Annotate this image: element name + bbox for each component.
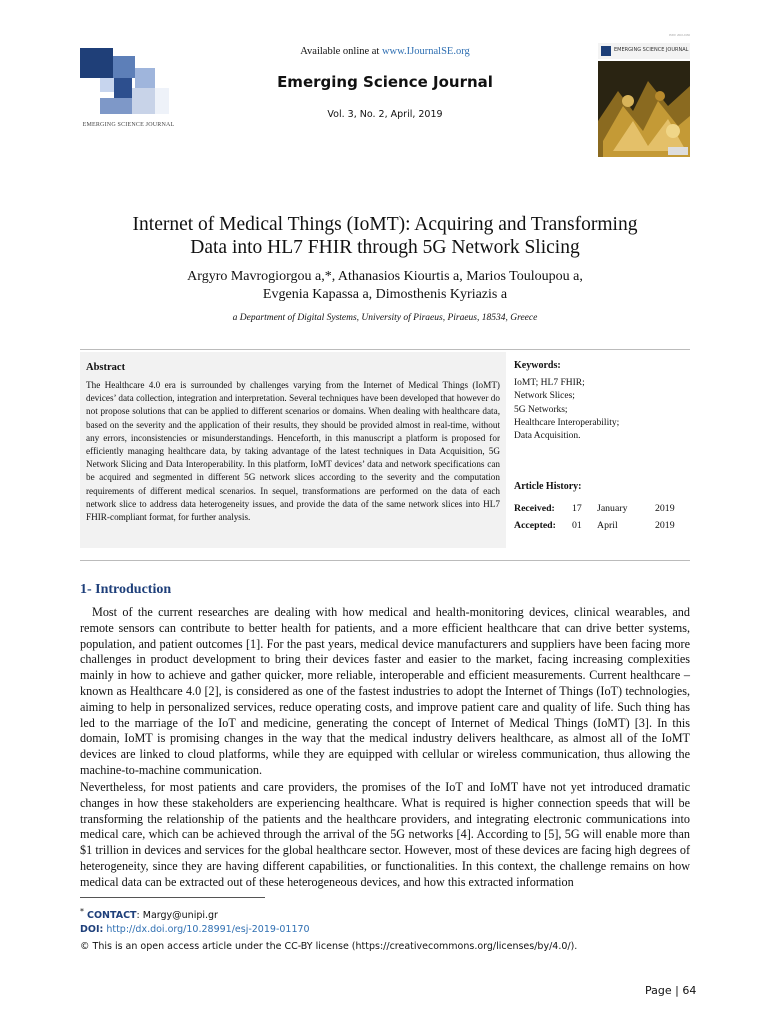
logo-text: EMERGING SCIENCE JOURNAL xyxy=(82,122,175,128)
accepted-label: Accepted: xyxy=(514,520,556,531)
received-row xyxy=(514,503,690,517)
keyword-item: Network Slices; xyxy=(514,391,575,402)
cover-image xyxy=(598,61,690,157)
keywords-list xyxy=(514,377,619,443)
title-line-1: Internet of Medical Things (IoMT): Acquiring and Transforming xyxy=(132,214,638,235)
journal-website-link[interactable]: www.IJournalSE.org xyxy=(381,46,470,57)
received-month: January xyxy=(597,503,628,514)
abstract-heading: Abstract xyxy=(86,362,126,373)
authors-line-2: Evgenia Kapassa a, Dimosthenis Kyriazis a xyxy=(262,287,508,302)
keyword-item: Healthcare Interoperability; xyxy=(514,417,620,428)
contact-footnote xyxy=(80,907,218,921)
received-label: Received: xyxy=(514,503,555,514)
keyword-item: Data Acquisition. xyxy=(514,431,581,442)
accepted-month: April xyxy=(597,520,618,531)
journal-name: Emerging Science Journal xyxy=(277,73,493,91)
cover-issn: ISSN: 2610-9182 xyxy=(668,33,690,37)
intro-paragraph-1: Most of the current researches are dealing with how medical and health-monitoring devices, clinical wearables, and remote sensors can contribute to better health for patients, and a more efficient healthcare that can drive better systems, population, and patient outcomes [1]. For the past years, medical device manufacturers and suppliers have been facing more challenges in product development to bring their devices faster and easier to the market, facing increasing complexities mainly in how to achieve and gather quicker, more reliable, interoperable and efficient measurements. Current healthcare – known as Healthcare 4.0 [2], is considered as one of the fastest industries to adopt the Internet of Things (IoT) technologies, aiming to help in personalized services, reduce operating costs, and improve patient care and quality of life. Such thing has led to the marriage of the IoT and medicine, generating the concept of Internet of Medical Things (IoMT) [3]. In this domain, IoMT is promising changes in the way that the medical industry delivers healthcare, as almost all of the IoMT devices are linked to cloud platforms, while they are equipped with cellular or wireless communication, thus allowing the machine-to-machine communication. xyxy=(80,605,690,777)
footnote-divider xyxy=(80,897,265,898)
received-day: 17 xyxy=(572,503,582,514)
title-line-2: Data into HL7 FHIR through 5G Network Slicing xyxy=(190,237,580,258)
cover-logo-icon xyxy=(601,46,611,56)
cover-title: EMERGING SCIENCE JOURNAL xyxy=(614,47,689,53)
accepted-row xyxy=(514,520,690,534)
history-heading: Article History: xyxy=(514,481,582,492)
accepted-year: 2019 xyxy=(655,520,675,531)
volume-info: Vol. 3, No. 2, April, 2019 xyxy=(327,109,443,120)
doi-link[interactable]: http://dx.doi.org/10.28991/esj-2019-01170 xyxy=(103,924,310,935)
contact-value: : Margy@unipi.gr xyxy=(136,910,218,922)
divider-bottom xyxy=(80,560,690,561)
license-footnote: © This is an open access article under the CC-BY license (https://creativecommons.org/licenses/by/4.0/). xyxy=(80,941,578,952)
contact-label: CONTACT xyxy=(86,910,137,922)
contact-mark: * xyxy=(80,907,84,916)
intro-paragraph-2: Nevertheless, for most patients and care providers, the promises of the IoT and IoMT have not yet introduced dramatic changes in how these stakeholders are experiencing healthcare. What is required is higher connection speeds that will be transforming the relationship of the patients and the healthcare providers, and integrating electronic communications into medical care, which can be achieved through the arrival of the 5G networks [4]. According to [5], 5G will enable more than $1 trillion in devices and services for the global healthcare sector. However, most of these devices are facing high degrees of heterogeneity, since they are having different capabilities, or functionalities. In this context, the challenge remains on how medical data can be extracted out of these heterogeneous devices, and how this extracted information xyxy=(80,780,690,889)
accepted-day: 01 xyxy=(572,520,582,531)
abstract-text: The Healthcare 4.0 era is surrounded by challenges varying from the Internet of Medical Things (IoMT) devices’ data collection, integration and interpretation. Several techniques have been developed that however do not propose solutions that can be applied to different scenarios or domains. When dealing with healthcare data, based on the severity and the application of their results, they should be provided almost in real-time, without any errors, inconsistencies or misunderstandings. Henceforth, in this manuscript a platform is proposed for efficiently managing healthcare data, by taking advantage of the latest techniques in Data Acquisition, 5G Network Slicing and Data Interoperability. In this platform, IoMT devices’ data and network specifications can be acquired and segmented in different 5G network slices according to the severity and the computation requirements of different medical scenarios. In sequel, transformations are performed on the data of each network slice to address data heterogeneity issues, and provide the data of the same network slices into HL7 FHIR-compliant format, for further analysis. xyxy=(86,380,500,523)
divider-top xyxy=(80,349,690,350)
doi-footnote xyxy=(80,924,310,935)
available-prefix: Available online at xyxy=(300,46,382,57)
journal-cover xyxy=(598,33,690,157)
keywords-heading: Keywords: xyxy=(514,360,561,371)
keyword-item: IoMT; HL7 FHIR; xyxy=(514,378,585,388)
affiliation: a Department of Digital Systems, University of Piraeus, Piraeus, 18534, Greece xyxy=(232,313,538,323)
paper-title xyxy=(60,213,710,259)
page-number: Page | 64 xyxy=(645,984,697,997)
journal-logo xyxy=(80,48,177,134)
doi-label: DOI: xyxy=(80,924,104,935)
received-year: 2019 xyxy=(655,503,675,514)
authors-line-1: Argyro Mavrogiorgou a,*, Athanasios Kiourtis a, Marios Touloupou a, xyxy=(187,269,583,284)
section-heading-introduction: 1- Introduction xyxy=(80,582,172,597)
author-list xyxy=(60,268,710,304)
keyword-item: 5G Networks; xyxy=(514,404,568,415)
